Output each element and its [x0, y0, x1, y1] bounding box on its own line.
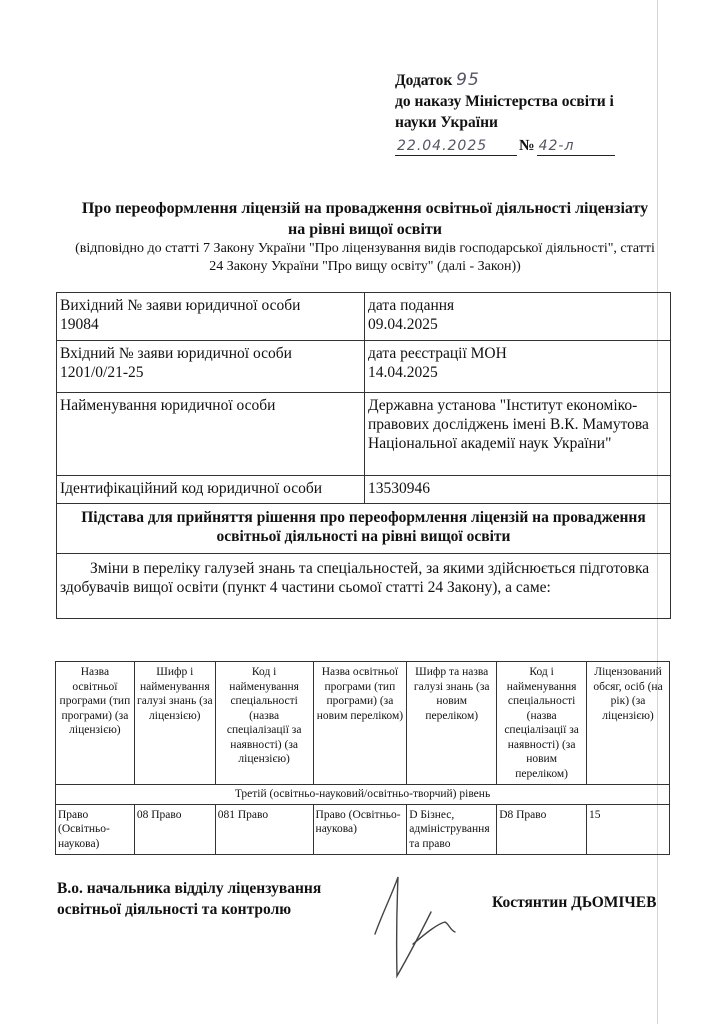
incoming-number-label: Вхідний № заяви юридичної особи: [60, 345, 292, 362]
outgoing-number-label: Вихідний № заяви юридичної особи: [60, 297, 301, 314]
appendix-number-handwritten: 95: [456, 70, 480, 90]
id-code-label: Ідентифікаційний код юридичної особи: [57, 476, 365, 504]
outgoing-number-value: 19084: [60, 316, 99, 333]
document-title-line1: Про переоформлення ліцензій на провадження освітньої діяльності ліцензіату: [81, 200, 649, 217]
order-date-line: [395, 135, 695, 156]
table-cell: Право (Освітньо-наукова): [313, 804, 407, 855]
table-row: [57, 554, 671, 619]
column-header: Назва освітньої програми (тип програми) (за ліцензією): [56, 662, 135, 785]
entity-name-label: Найменування юридичної особи: [57, 393, 365, 476]
table-row: [57, 293, 671, 341]
table-cell: 15: [587, 804, 670, 855]
column-header: Назва освітньої програми (тип програми) (за новим переліком): [313, 662, 407, 785]
table-header-row: [56, 662, 670, 785]
column-header: Код і найменування спеціальності (назва спеціалізації за наявності) (за новим переліком): [497, 662, 587, 785]
table-cell: D8 Право: [497, 804, 587, 855]
submission-date-cell: [365, 293, 671, 341]
changes-description: [57, 554, 671, 619]
table-cell: D Бізнес, адміністрування та право: [407, 804, 497, 855]
appendix-order-line2: науки України: [395, 114, 498, 131]
column-header: Код і найменування спеціальності (назва спеціалізації за наявності) (за ліцензією): [215, 662, 313, 785]
table-row: [57, 476, 671, 504]
registration-date-cell: [365, 341, 671, 393]
incoming-number-value: 1201/0/21-25: [60, 364, 144, 381]
document-title-block: [40, 198, 690, 276]
table-cell: 081 Право: [215, 804, 313, 855]
document-subtitle-line1: (відповідно до статті 7 Закону України "Про ліцензування видів господарської діяльності", статті: [75, 241, 655, 256]
table-cell: 08 Право: [134, 804, 215, 855]
handwritten-signature-icon: [365, 872, 475, 982]
registration-date-label: дата реєстрації МОН: [368, 345, 507, 362]
appendix-order-line1: до наказу Міністерства освіти і: [395, 93, 614, 110]
table-row: [56, 804, 670, 855]
appendix-label: Додаток: [395, 72, 453, 89]
signatory-position-line2: освітньої діяльності та контролю: [57, 901, 292, 918]
basis-heading: Підстава для прийняття рішення про переоформлення ліцензій на провадження освітньої діяльності на рівні вищої освіти: [57, 504, 671, 554]
document-title-line2: на рівні вищої освіти: [288, 221, 442, 238]
column-header: Ліцензований обсяг, осіб (на рік) (за ліцензією): [587, 662, 670, 785]
table-row: [57, 341, 671, 393]
table-row: [57, 504, 671, 554]
appendix-label-line: [395, 70, 695, 91]
id-code-value: 13530946: [365, 476, 671, 504]
signatory-name: Костянтин ДЬОМІЧЕВ: [492, 894, 657, 911]
order-date-handwritten: 22.04.2025: [395, 137, 517, 156]
level-row: [56, 785, 670, 805]
column-header: Шифр і найменування галузі знань (за ліцензією): [134, 662, 215, 785]
signatory-position: [57, 878, 377, 920]
programs-table: [55, 661, 670, 855]
appendix-header: [395, 70, 695, 156]
table-row: [57, 393, 671, 476]
number-sign: №: [519, 137, 535, 154]
table-cell: Право (Освітньо-наукова): [56, 804, 135, 855]
applicant-info-table: [56, 292, 671, 619]
changes-text: Зміни в переліку галузей знань та спеціальностей, за якими здійснюється підготовка здобувачів вищої освіти (пункт 4 частини сьомої статті 24 Закону), а саме:: [60, 560, 650, 596]
incoming-number-cell: [57, 341, 365, 393]
registration-date-value: 14.04.2025: [368, 364, 438, 381]
column-header: Шифр та назва галузі знань (за новим переліком): [407, 662, 497, 785]
submission-date-value: 09.04.2025: [368, 316, 438, 333]
outgoing-number-cell: [57, 293, 365, 341]
signatory-position-line1: В.о. начальника відділу ліцензування: [57, 880, 322, 897]
document-subtitle-line2: 24 Закону України "Про вищу освіту" (далі - Закон)): [209, 259, 521, 274]
order-number-handwritten: 42-л: [537, 137, 615, 156]
education-level-label: Третій (освітньо-науковий/освітньо-творчий) рівень: [56, 785, 670, 805]
entity-name-value: Державна установа "Інститут економіко-правових досліджень імені В.К. Мамутова Національної академії наук України": [365, 393, 671, 476]
submission-date-label: дата подання: [368, 297, 455, 314]
